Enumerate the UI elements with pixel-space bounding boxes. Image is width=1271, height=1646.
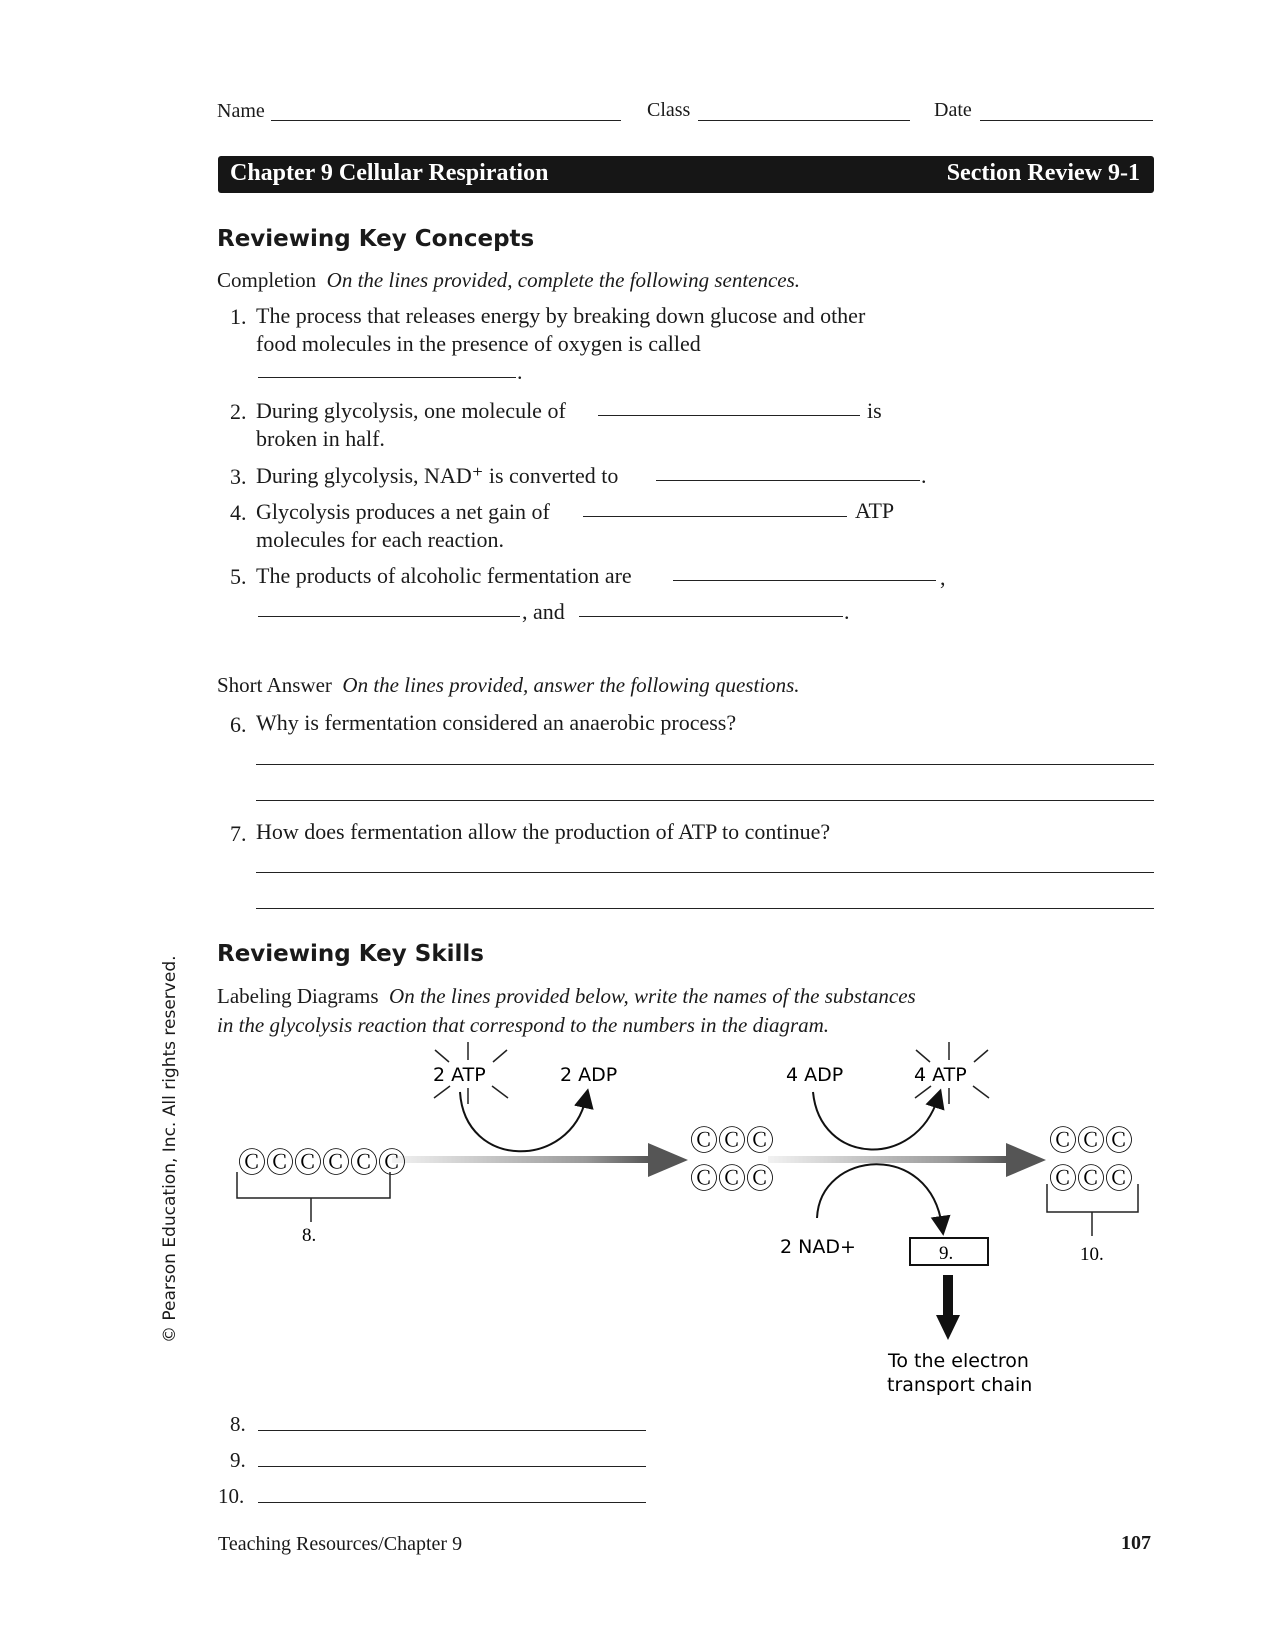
q7-text: How does fermentation allow the production of ATP to continue? <box>256 819 831 844</box>
q5-and: , and <box>522 599 565 624</box>
concepts-heading: Reviewing Key Concepts <box>217 226 535 252</box>
q4-number: 4. <box>230 500 247 525</box>
answer-10-number: 10. <box>218 1484 245 1508</box>
class-label: Class <box>647 99 691 121</box>
curved-arrow-2 <box>813 1092 938 1149</box>
etc-label-line2: transport chain <box>887 1374 1033 1396</box>
curved-arrow-1 <box>460 1092 586 1151</box>
page-number: 107 <box>1121 1532 1151 1554</box>
q2-number: 2. <box>230 399 247 424</box>
q4-line2: molecules for each reaction. <box>256 527 504 552</box>
q3-period: . <box>921 463 927 488</box>
name-label: Name <box>217 100 265 122</box>
glucose-molecule: ⒸⒸⒸⒸⒸⒸ <box>238 1146 407 1179</box>
labeling-instruction-line1: On the lines provided below, write the names of the substances <box>389 984 916 1008</box>
adp-out-label: 2 ADP <box>560 1064 618 1086</box>
q5-text: The products of alcoholic fermentation are <box>256 563 632 588</box>
q6-text: Why is fermentation considered an anaerobic process? <box>256 710 737 735</box>
nad-label: 2 NAD+ <box>780 1236 856 1258</box>
down-arrow <box>936 1275 960 1340</box>
answer-8-number: 8. <box>230 1412 246 1436</box>
label-9: 9. <box>939 1243 954 1264</box>
chapter-title: Chapter 9 Cellular Respiration <box>230 160 549 186</box>
short-answer-instruction-text: On the lines provided, answer the following questions. <box>342 673 800 697</box>
q7-number: 7. <box>230 821 247 846</box>
atp-out-label: 4 ATP <box>914 1064 967 1086</box>
answer-9-number: 9. <box>230 1448 246 1472</box>
short-answer-label: Short Answer <box>217 673 332 697</box>
product-molecule-2: ⒸⒸⒸ <box>1049 1162 1134 1195</box>
completion-instruction-text: On the lines provided, complete the following sentences. <box>326 268 801 292</box>
skills-heading: Reviewing Key Skills <box>217 941 484 967</box>
product-molecule-1: ⒸⒸⒸ <box>1049 1124 1134 1157</box>
q3-number: 3. <box>230 464 247 489</box>
pyruvate-molecule-2: ⒸⒸⒸ <box>690 1162 775 1195</box>
q5-period: . <box>844 599 850 624</box>
footer-left: Teaching Resources/Chapter 9 <box>218 1533 463 1555</box>
curved-arrow-nad <box>817 1164 942 1226</box>
q2-tail: is <box>867 398 882 423</box>
q4-text: Glycolysis produces a net gain of <box>256 499 550 524</box>
q5-number: 5. <box>230 564 247 589</box>
q5-comma: , <box>940 565 946 590</box>
adp-in-label: 4 ADP <box>786 1064 844 1086</box>
labeling-label: Labeling Diagrams <box>217 984 379 1008</box>
completion-label: Completion <box>217 268 317 292</box>
etc-label-line1: To the electron <box>888 1350 1029 1372</box>
answer-10-line[interactable] <box>258 1502 646 1503</box>
q1-line1: The process that releases energy by breaking down glucose and other <box>256 303 866 328</box>
q1-number: 1. <box>230 304 247 329</box>
answer-9-line[interactable] <box>258 1466 646 1467</box>
q1-line2: food molecules in the presence of oxygen is called <box>256 331 701 356</box>
label-8: 8. <box>302 1225 317 1246</box>
q2-line2: broken in half. <box>256 426 385 451</box>
atp-in-label: 2 ATP <box>433 1064 486 1086</box>
labeling-instruction-line2: in the glycolysis reaction that correspond to the numbers in the diagram. <box>217 1013 830 1037</box>
q2-text: During glycolysis, one molecule of <box>256 398 566 423</box>
pyruvate-molecule-1: ⒸⒸⒸ <box>690 1124 775 1157</box>
q3-text: During glycolysis, NAD⁺ is converted to <box>256 463 619 488</box>
answer-8-line[interactable] <box>258 1430 646 1431</box>
label-10: 10. <box>1080 1244 1104 1265</box>
date-label: Date <box>934 99 972 121</box>
copyright-notice: © Pearson Education, Inc. All rights reserved. <box>160 955 180 1343</box>
section-title: Section Review 9-1 <box>946 160 1140 186</box>
q4-tail: ATP <box>855 498 895 523</box>
q6-number: 6. <box>230 712 247 737</box>
q1-period: . <box>517 359 523 384</box>
